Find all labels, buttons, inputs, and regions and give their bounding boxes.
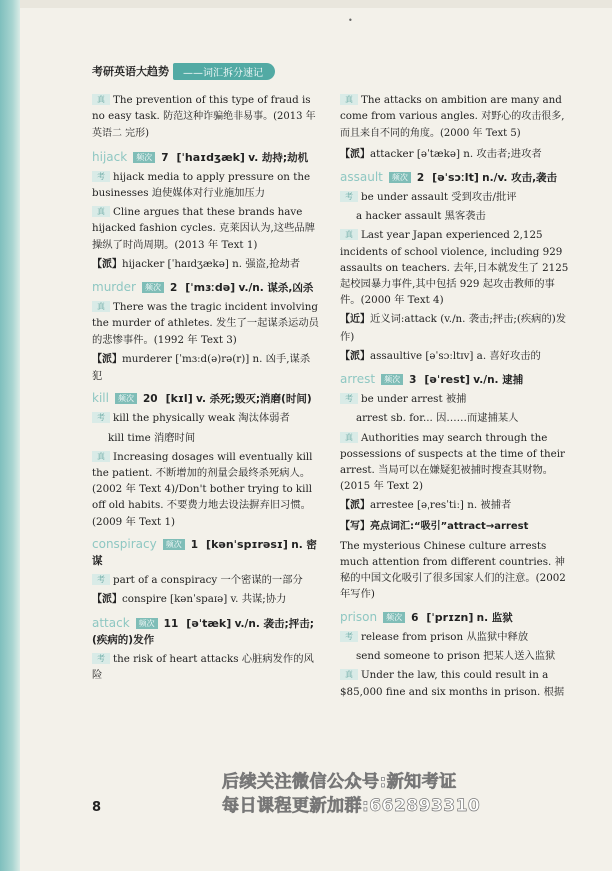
word-entry-assault: assault 频次 2 [əˈsɔːlt] n./v. 攻击,袭击 <box>340 169 558 184</box>
word-entry-arrest: arrest 频次 3 [əˈrest] v./n. 逮捕 <box>340 372 524 387</box>
example-sentence: 真 Cline argues that these brands have hijacked fashion cycles. 克莱因认为,这些品牌操纵了时尚周期。(2013 年 Text 1) <box>92 206 315 251</box>
word-entry-attack: attack 频次 11 [əˈtæk] v./n. 袭击;抨击;(疾病的)发作 <box>92 615 314 646</box>
derivative: 【派】hijacker [ˈhaɪdʒækə] n. 强盗,抢劫者 <box>92 257 301 270</box>
writing-tip: 【写】亮点词汇:“吸引”attract→arrest <box>340 520 529 532</box>
running-header <box>92 62 275 80</box>
word-entry-prison: prison 频次 6 [ˈprɪzn] n. 监狱 <box>340 609 513 624</box>
page-top-edge <box>20 0 612 8</box>
derivative: 【派】assaultive [əˈsɔːltɪv] a. 喜好攻击的 <box>340 349 541 362</box>
kao-phrase: 考 release from prison 从监狱中释放 <box>340 629 572 645</box>
headword: attack <box>92 615 130 630</box>
book-spine <box>0 0 20 871</box>
part-of-speech: v. 劫持;劫机 <box>248 151 309 164</box>
example-sentence: 真 The attacks on ambition are many and come from various angles. 对野心的攻击很多,而且来自不同的角度。(2000 年 Text 5) <box>340 94 565 140</box>
word-entry-hijack <box>92 149 320 166</box>
kao-phrase: 考 hijack media to apply pressure on the businesses 迫使媒体对行业施加压力 <box>92 170 311 200</box>
example-sentence: 真 The prevention of this type of fraud is no easy task. 防范这种诈骗绝非易事。(2013 年英语二 完形) <box>92 94 316 140</box>
kao-phrase: send someone to prison 把某人送入监狱 <box>356 650 556 663</box>
example-sentence: 真 Authorities may search through the possessions of suspects at the time of their arrest. 当局可以在嫌疑犯被捕时搜查其财物。(2015 年 Text 2) <box>340 431 565 493</box>
headword: conspiracy <box>92 536 157 551</box>
example-sentence: 真 Increasing dosages will eventually kill the patient. 不断增加的剂量会最终杀死病人。(2002 年 Text 4)/Don't bother trying to kill off old habits. 不要费力地去设法摒弃旧习惯。(2009 年 Text 1) <box>92 450 313 528</box>
top-dot: • <box>348 16 353 25</box>
example-sentence: 真 Last year Japan experienced 2,125 incidents of school violence, including 929 assaults on teachers. 去年,日本就发生了 2125 起校园暴力事件,其中包括 929 起攻击教师的事件。(2000 年 Text 4) <box>340 229 569 307</box>
chapter-badge: ——词汇拆分速记 <box>173 63 275 80</box>
left-column <box>92 92 320 687</box>
kao-phrase: kill time 消磨时间 <box>108 431 196 444</box>
kao-phrase: 考 part of a conspiracy 一个密谋的一部分 <box>92 572 320 588</box>
kao-phrase: 考 be under assault 受到攻击/批评 <box>340 189 572 205</box>
headword: arrest <box>340 372 376 387</box>
headword: assault <box>340 169 383 184</box>
book-series-title: 考研英语大趋势 <box>92 65 169 78</box>
word-entry-murder: murder 频次 2 [ˈmɜːdə] v./n. 谋杀,凶杀 <box>92 280 314 295</box>
synonym: 【近】近义词:attack (v./n. 袭击;抨击;(疾病的)发作) <box>340 313 567 343</box>
example-sentence: 真 Under the law, this could result in a $85,000 fine and six months in prison. 根据 <box>340 669 565 698</box>
phonetic: [ˈhaɪdʒæk] <box>176 150 245 164</box>
word-entry-conspiracy: conspiracy 频次 1 [kənˈspɪrəsɪ] n. 密谋 <box>92 536 317 568</box>
right-column <box>340 92 572 703</box>
derivative: 【派】arrestee [əˌresˈtiː] n. 被捕者 <box>340 499 512 512</box>
headword: murder <box>92 280 136 295</box>
kao-phrase: 考 the risk of heart attacks 心脏病发作的风险 <box>92 653 314 682</box>
derivative: 【派】murderer [ˈmɜːd(ə)rə(r)] n. 凶手,谋杀犯 <box>92 352 311 383</box>
kao-phrase: 考 kill the physically weak 淘汰体弱者 <box>92 410 320 426</box>
watermark-line-1: 后续关注微信公众号:新知考证 <box>222 772 457 792</box>
frequency-label: 频次 <box>133 152 155 163</box>
kao-phrase: arrest sb. for... 因……而逮捕某人 <box>356 412 519 425</box>
zhen-tag: 真 <box>92 94 110 105</box>
writing-example: The mysterious Chinese culture arrests much attention from different countries. 神秘的中国文化吸引了很多国家人们的注意。(2002年写作) <box>340 539 566 601</box>
derivative: 【派】attacker [əˈtækə] n. 攻击者;进攻者 <box>340 147 542 160</box>
headword: hijack <box>92 149 128 164</box>
kao-phrase: 考 be under arrest 被捕 <box>340 391 572 407</box>
headword: prison <box>340 609 378 624</box>
watermark-line-2: 每日课程更新加群:662893310 <box>222 796 481 816</box>
headword: kill <box>92 391 109 406</box>
word-entry-kill: kill 频次 20 [kɪl] v. 杀死;毁灭;消磨(时间) <box>92 391 312 406</box>
page-number: 8 <box>92 800 102 815</box>
frequency-count: 7 <box>161 151 169 164</box>
kao-phrase: a hacker assault 黑客袭击 <box>356 210 486 223</box>
example-sentence: 真 There was the tragic incident involving the murder of athletes. 发生了一起谋杀运动员的悲惨事件。(1992 年 Text 3) <box>92 301 319 346</box>
derivative: 【派】conspire [kənˈspaɪə] v. 共谋;协力 <box>92 593 287 606</box>
